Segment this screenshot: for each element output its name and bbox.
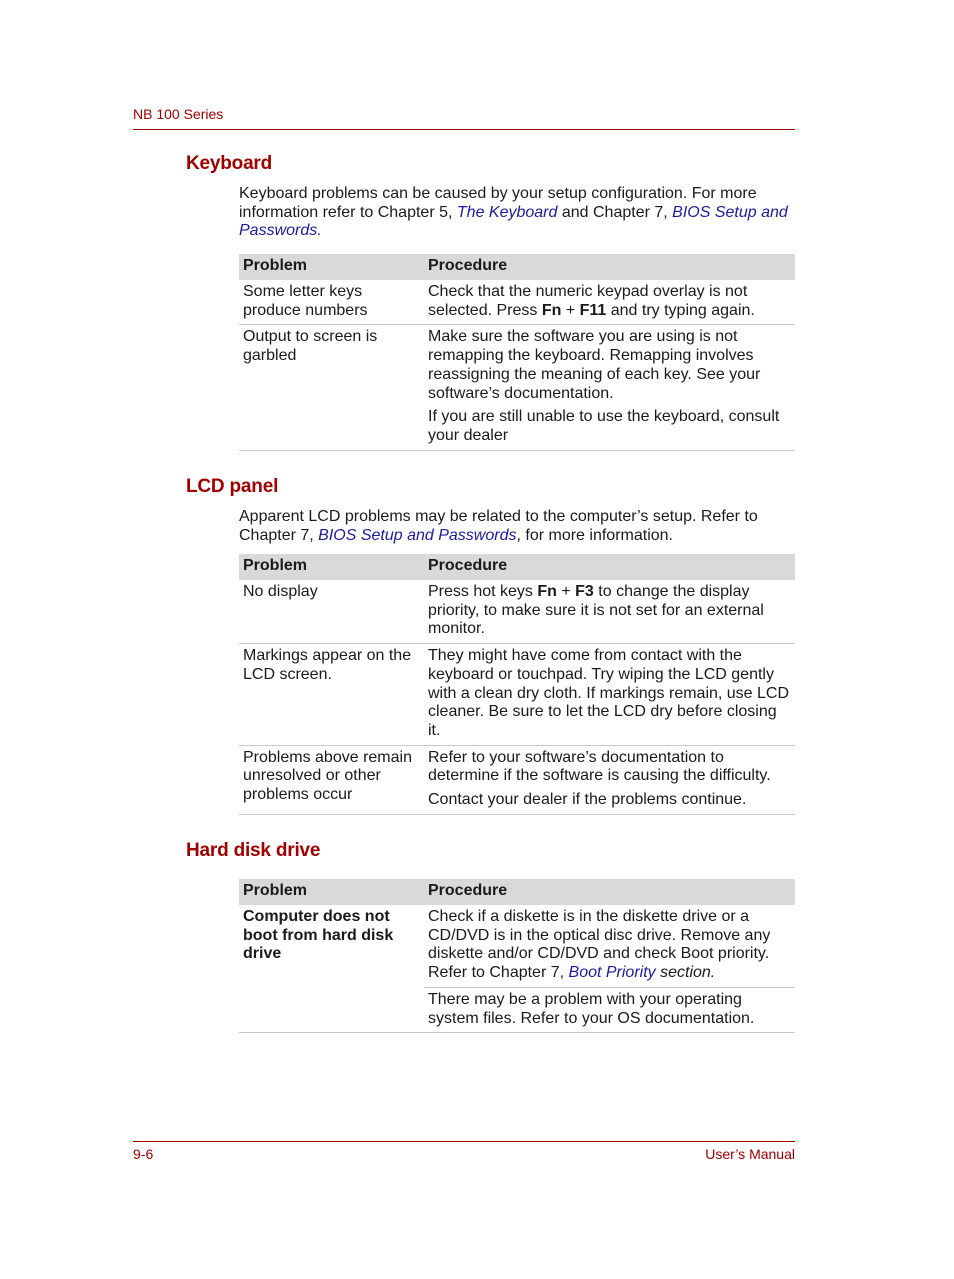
keyboard-heading: Keyboard bbox=[186, 153, 273, 174]
lcd-intro-text-a: Apparent LCD problems may be related to the computer’s setup. Refer to Chapter 7, bbox=[239, 508, 758, 544]
table-row bbox=[239, 644, 795, 746]
problem-cell: Computer does not boot from hard disk drive bbox=[239, 905, 424, 1033]
footer-rule bbox=[133, 1141, 795, 1142]
procedure-paragraph: Make sure the software you are using is not remapping the keyboard. Remapping involves reassigning the meaning of each key. See your software’s documentation. bbox=[428, 328, 761, 402]
key-fn: Fn bbox=[541, 301, 562, 319]
page-number: 9-6 bbox=[133, 1146, 154, 1162]
procedure-text-b: and try typing again. bbox=[606, 301, 755, 319]
link-the-keyboard[interactable]: The Keyboard bbox=[456, 203, 558, 221]
keyboard-intro bbox=[239, 185, 795, 241]
procedure-cell bbox=[424, 580, 795, 644]
column-header-problem: Problem bbox=[239, 554, 424, 580]
link-boot-priority[interactable]: Boot Priority bbox=[568, 964, 656, 982]
key-f11: F11 bbox=[579, 301, 607, 319]
table-row bbox=[239, 745, 795, 814]
keyboard-intro-text-b: and Chapter 7, bbox=[557, 203, 673, 221]
hdd-table bbox=[239, 879, 795, 1033]
procedure-paragraph: If you are still unable to use the keyboard, consult your dealer bbox=[428, 408, 780, 444]
table-header-row bbox=[239, 879, 795, 905]
lcd-intro-text-b: , for more information. bbox=[516, 526, 673, 544]
keyboard-table bbox=[239, 254, 795, 451]
link-bios-setup[interactable]: BIOS Setup and Passwords bbox=[318, 526, 517, 544]
procedure-text-b: section. bbox=[655, 964, 716, 982]
procedure-cell: There may be a problem with your operating system files. Refer to your OS documentation. bbox=[424, 987, 795, 1032]
link-bios-setup[interactable]: BIOS Setup and Passwords bbox=[239, 203, 788, 239]
column-header-procedure: Procedure bbox=[424, 254, 795, 280]
problem-cell: Output to screen is garbled bbox=[239, 325, 424, 450]
manual-title: User’s Manual bbox=[705, 1146, 795, 1162]
problem-cell: Problems above remain unresolved or other problems occur bbox=[239, 745, 424, 814]
plus-sign: + bbox=[556, 583, 576, 600]
running-header: NB 100 Series bbox=[133, 106, 224, 122]
table-row bbox=[239, 325, 795, 450]
table-header-row bbox=[239, 554, 795, 580]
problem-cell: Markings appear on the LCD screen. bbox=[239, 644, 424, 746]
procedure-cell: They might have come from contact with the keyboard or touchpad. Try wiping the LCD gently with a clean dry cloth. If markings remain, use LCD cleaner. Be sure to let the LCD dry before closing it. bbox=[424, 644, 795, 746]
table-row bbox=[239, 280, 795, 325]
keyboard-intro-text-a: Keyboard problems can be caused by your setup configuration. For more information refer to Chapter 5, bbox=[239, 185, 757, 221]
column-header-procedure: Procedure bbox=[424, 879, 795, 905]
lcd-heading: LCD panel bbox=[186, 476, 279, 497]
procedure-paragraph: Contact your dealer if the problems continue. bbox=[428, 791, 747, 809]
lcd-intro bbox=[239, 508, 795, 545]
header-rule bbox=[133, 129, 795, 130]
lcd-table bbox=[239, 554, 795, 815]
table-row bbox=[239, 580, 795, 644]
plus-sign: + bbox=[561, 301, 580, 319]
procedure-text-b: to change the display priority, to make sure it is not set for an external monitor. bbox=[428, 583, 764, 638]
column-header-problem: Problem bbox=[239, 879, 424, 905]
column-header-problem: Problem bbox=[239, 254, 424, 280]
problem-cell: Some letter keys produce numbers bbox=[239, 280, 424, 325]
column-header-procedure: Procedure bbox=[424, 554, 795, 580]
procedure-text-a: Check if a diskette is in the diskette drive or a CD/DVD is in the optical disc drive. Remove any diskette and/or CD/DVD and check Boot priority. Refer to Chapter 7, bbox=[428, 908, 771, 982]
procedure-cell bbox=[424, 325, 795, 450]
procedure-cell bbox=[424, 745, 795, 814]
procedure-text-a: Press hot keys bbox=[428, 583, 538, 600]
key-fn: Fn bbox=[537, 583, 557, 600]
table-row bbox=[239, 905, 795, 987]
problem-cell: No display bbox=[239, 580, 424, 644]
procedure-cell bbox=[424, 280, 795, 325]
procedure-text-a: Check that the numeric keypad overlay is not selected. Press bbox=[428, 283, 748, 319]
procedure-cell bbox=[424, 905, 795, 987]
hdd-heading: Hard disk drive bbox=[186, 840, 321, 861]
key-f3: F3 bbox=[575, 583, 594, 600]
keyboard-intro-text-c: . bbox=[317, 222, 322, 239]
table-header-row bbox=[239, 254, 795, 280]
procedure-paragraph: Refer to your software’s documentation to determine if the software is causing the difficulty. bbox=[428, 748, 771, 785]
